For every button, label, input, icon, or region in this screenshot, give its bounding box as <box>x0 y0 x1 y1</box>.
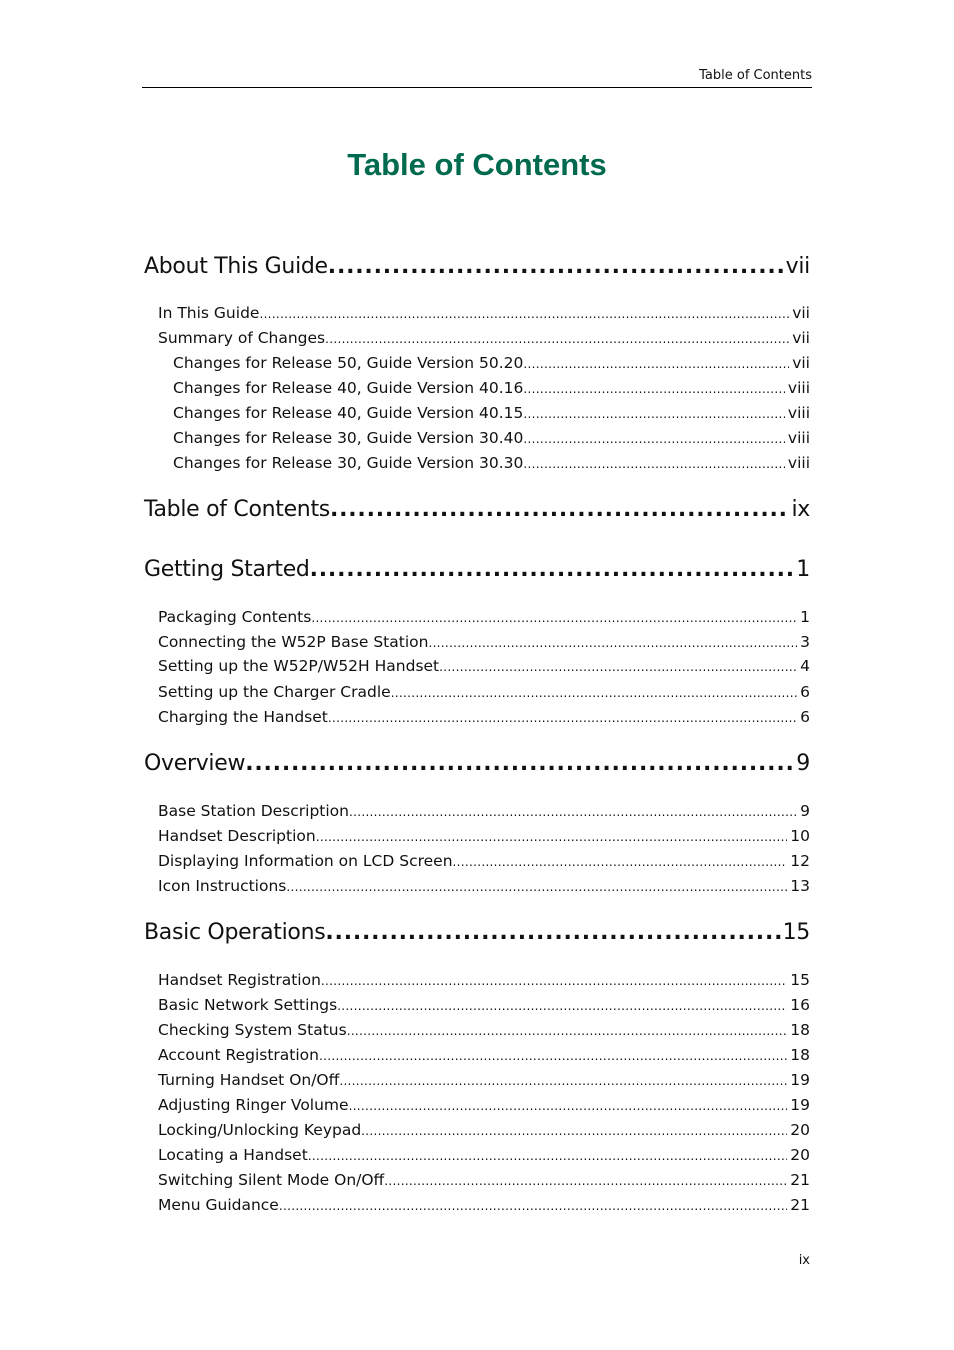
toc-page: 6 <box>800 708 810 726</box>
dot-leader <box>391 682 797 704</box>
toc-section[interactable] <box>144 555 810 585</box>
toc-section[interactable] <box>144 749 810 779</box>
toc-page: 16 <box>790 996 810 1014</box>
toc-entry[interactable] <box>158 800 810 822</box>
toc-subentry[interactable] <box>173 352 810 374</box>
toc-label: Connecting the W52P Base Station <box>158 633 429 651</box>
dot-leader <box>337 995 787 1017</box>
toc-entry[interactable] <box>158 655 810 677</box>
toc-label: Adjusting Ringer Volume <box>158 1096 349 1114</box>
toc-entry[interactable] <box>158 631 810 653</box>
toc-label: Basic Operations <box>144 920 326 945</box>
toc-page: 12 <box>790 852 810 870</box>
toc-label: Switching Silent Mode On/Off <box>158 1171 385 1189</box>
toc-entry[interactable] <box>158 1019 810 1041</box>
toc-label: Locking/Unlocking Keypad <box>158 1121 362 1139</box>
toc-page: 19 <box>790 1096 810 1114</box>
toc-entry[interactable] <box>158 1094 810 1116</box>
dot-leader <box>439 656 797 678</box>
toc-page: 1 <box>796 557 810 582</box>
toc-subentry[interactable] <box>173 427 810 449</box>
toc-label: Changes for Release 40, Guide Version 40.15 <box>173 404 524 422</box>
toc-page: vii <box>792 354 810 372</box>
toc-entry[interactable] <box>158 1194 810 1216</box>
toc-label: Checking System Status <box>158 1021 347 1039</box>
toc-label: Turning Handset On/Off <box>158 1071 340 1089</box>
dot-leader <box>316 826 788 848</box>
toc-entry[interactable] <box>158 681 810 703</box>
toc-page: vii <box>785 254 810 279</box>
toc-label: Account Registration <box>158 1046 319 1064</box>
dot-leader <box>330 495 790 525</box>
toc-subentry[interactable] <box>173 402 810 424</box>
toc-entry[interactable] <box>158 706 810 728</box>
toc-page: vii <box>792 329 810 347</box>
toc-section[interactable] <box>144 252 810 282</box>
dot-leader <box>339 1070 787 1092</box>
dot-leader <box>361 1120 787 1142</box>
dot-leader <box>325 328 789 350</box>
dot-leader <box>428 632 797 654</box>
dot-leader <box>310 555 795 585</box>
dot-leader <box>523 353 789 375</box>
dot-leader <box>453 851 788 873</box>
toc-page: viii <box>787 404 810 422</box>
running-header: Table of Contents <box>142 68 812 88</box>
dot-leader <box>523 378 785 400</box>
dot-leader <box>523 428 785 450</box>
toc-label: Changes for Release 50, Guide Version 50.20 <box>173 354 524 372</box>
toc-entry[interactable] <box>158 302 810 324</box>
toc-label: Getting Started <box>144 557 310 582</box>
dot-leader <box>325 918 780 948</box>
dot-leader <box>308 1145 787 1167</box>
dot-leader <box>347 1020 788 1042</box>
toc-label: About This Guide <box>144 254 328 279</box>
dot-leader <box>259 303 789 325</box>
toc-label: Icon Instructions <box>158 877 287 895</box>
dot-leader <box>328 252 784 282</box>
toc-entry[interactable] <box>158 327 810 349</box>
toc-label: In This Guide <box>158 304 260 322</box>
toc-page: 9 <box>796 751 810 776</box>
toc-page: 10 <box>790 827 810 845</box>
toc-page: viii <box>787 454 810 472</box>
toc-label: Displaying Information on LCD Screen <box>158 852 453 870</box>
toc-label: Menu Guidance <box>158 1196 279 1214</box>
toc-page: 19 <box>790 1071 810 1089</box>
toc-page: 21 <box>790 1171 810 1189</box>
toc-label: Summary of Changes <box>158 329 326 347</box>
toc-page: 15 <box>782 920 810 945</box>
toc-page: 3 <box>800 633 810 651</box>
toc-label: Overview <box>144 751 246 776</box>
toc-entry[interactable] <box>158 994 810 1016</box>
toc-page: 4 <box>800 657 810 675</box>
toc-label: Packaging Contents <box>158 608 312 626</box>
dot-leader <box>328 707 797 729</box>
toc-entry[interactable] <box>158 969 810 991</box>
toc-label: Locating a Handset <box>158 1146 308 1164</box>
page-number: ix <box>798 1253 810 1268</box>
toc-label: Changes for Release 40, Guide Version 40.16 <box>173 379 524 397</box>
toc-label: Handset Description <box>158 827 316 845</box>
toc-entry[interactable] <box>158 1169 810 1191</box>
toc-page: 18 <box>790 1021 810 1039</box>
dot-leader <box>349 801 797 823</box>
toc-label: Table of Contents <box>144 497 330 522</box>
toc-entry[interactable] <box>158 1069 810 1091</box>
dot-leader <box>245 749 794 779</box>
toc-page: viii <box>787 379 810 397</box>
toc-page: 21 <box>790 1196 810 1214</box>
toc-page: 6 <box>800 683 810 701</box>
toc-entry[interactable] <box>158 825 810 847</box>
toc-label: Charging the Handset <box>158 708 328 726</box>
toc-entry[interactable] <box>158 875 810 897</box>
toc-subentry[interactable] <box>173 377 810 399</box>
toc-page: viii <box>787 429 810 447</box>
toc-label: Changes for Release 30, Guide Version 30.40 <box>173 429 524 447</box>
toc-label: Handset Registration <box>158 971 321 989</box>
dot-leader <box>523 453 785 475</box>
toc-label: Setting up the W52P/W52H Handset <box>158 657 440 675</box>
toc-label: Setting up the Charger Cradle <box>158 683 391 701</box>
dot-leader <box>349 1095 788 1117</box>
toc-page: 15 <box>790 971 810 989</box>
toc-section[interactable] <box>144 495 810 525</box>
toc-entry[interactable] <box>158 606 810 628</box>
toc-entry[interactable] <box>158 1119 810 1141</box>
dot-leader <box>523 403 785 425</box>
toc-page: 13 <box>790 877 810 895</box>
toc-page: 9 <box>800 802 810 820</box>
toc-label: Base Station Description <box>158 802 349 820</box>
toc-label: Changes for Release 30, Guide Version 30.30 <box>173 454 524 472</box>
dot-leader <box>319 1045 787 1067</box>
toc-entry[interactable] <box>158 850 810 872</box>
toc-page: 1 <box>800 608 810 626</box>
dot-leader <box>321 970 787 992</box>
toc-page: 18 <box>790 1046 810 1064</box>
toc-label: Basic Network Settings <box>158 996 338 1014</box>
toc-page: ix <box>791 497 810 522</box>
toc-page: 20 <box>790 1121 810 1139</box>
dot-leader <box>311 607 797 629</box>
toc-section[interactable] <box>144 918 810 948</box>
toc-page: 20 <box>790 1146 810 1164</box>
toc-entry[interactable] <box>158 1144 810 1166</box>
toc-subentry[interactable] <box>173 452 810 474</box>
dot-leader <box>279 1195 787 1217</box>
dot-leader <box>384 1170 787 1192</box>
toc-entry[interactable] <box>158 1044 810 1066</box>
page-title: Table of Contents <box>347 147 607 182</box>
toc-page: vii <box>792 304 810 322</box>
dot-leader <box>286 876 787 898</box>
